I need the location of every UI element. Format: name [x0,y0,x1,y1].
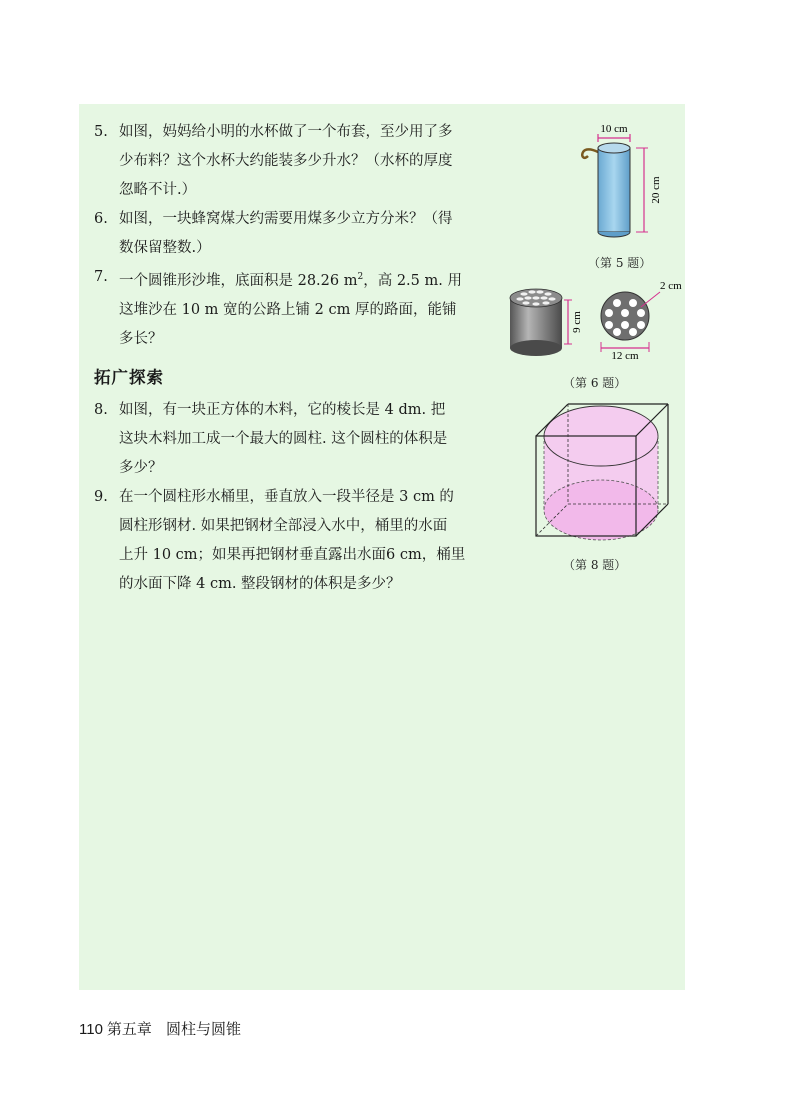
problem-6 [94,205,494,263]
problem-line: 如图，妈妈给小明的水杯做了一个布套，至少用了多 [119,124,453,140]
problem-line: 忽略不计.） [119,182,197,198]
problem-line: 多少？ [119,459,163,476]
problem-line: 多长？ [119,330,163,347]
problem-line: 数保留整数.） [119,240,211,256]
problem-line: 圆柱形钢材. 如果把钢材全部浸入水中，桶里的水面 [119,517,448,534]
coal-figure [500,276,685,360]
problem-line [119,263,494,296]
cup-figure [574,118,674,248]
problem-text: 一个圆锥形沙堆，底面积是 28.26 m [119,272,358,289]
page-number: 110 [79,1021,103,1038]
height-label: 20 cm [650,176,662,204]
strap [582,149,598,157]
figure-5-caption: （第 5 题） [588,256,652,270]
problem-8 [94,396,494,483]
problem-list [94,118,494,599]
cube-figure [528,392,678,550]
coal-height-label: 9 cm [571,311,583,333]
width-label: 10 cm [600,123,628,135]
chapter-title: 圆柱与圆锥 [165,1020,241,1038]
problem-7 [94,263,494,354]
problem-line: 少布料？这个水杯大约能装多少升水？（水杯的厚度 [119,153,453,169]
problem-line: 这块木料加工成一个最大的圆柱. 这个圆柱的体积是 [119,430,448,447]
hole-label: 2 cm [660,280,682,292]
problem-number: 6. [94,211,108,227]
problem-number: 7. [94,269,108,285]
cup-body [598,148,630,232]
superscript: 2 [357,272,364,282]
problem-9 [94,483,494,599]
chapter-label: 第五章 [106,1020,152,1038]
problem-line: 如图，有一块正方体的木料，它的棱长是 4 dm. 把 [119,401,446,418]
problem-text: ，高 2.5 m. 用 [363,272,462,289]
problem-line: 在一个圆柱形水桶里，垂直放入一段半径是 3 cm 的 [119,488,454,505]
page-footer [79,1018,241,1039]
figure-8-caption: （第 8 题） [563,558,627,572]
problem-line: 上升 10 cm；如果再把钢材垂直露出水面6 cm，桶里 [119,546,466,563]
problem-line: 如图，一块蜂窝煤大约需要用煤多少立方分米？（得 [119,211,453,227]
diameter-label: 12 cm [611,350,639,360]
problem-line: 这堆沙在 10 m 宽的公路上铺 2 cm 厚的路面，能铺 [119,301,457,318]
problem-5 [94,118,494,205]
section-title: 拓广探索 [94,367,164,387]
cup-top [598,143,630,153]
problem-number: 8. [94,401,108,418]
problem-number: 9. [94,488,108,505]
problem-line: 的水面下降 4 cm. 整段钢材的体积是多少？ [119,575,401,592]
problem-number: 5. [94,124,108,140]
hole-leader-line [641,292,660,307]
figure-6-caption: （第 6 题） [563,376,627,390]
